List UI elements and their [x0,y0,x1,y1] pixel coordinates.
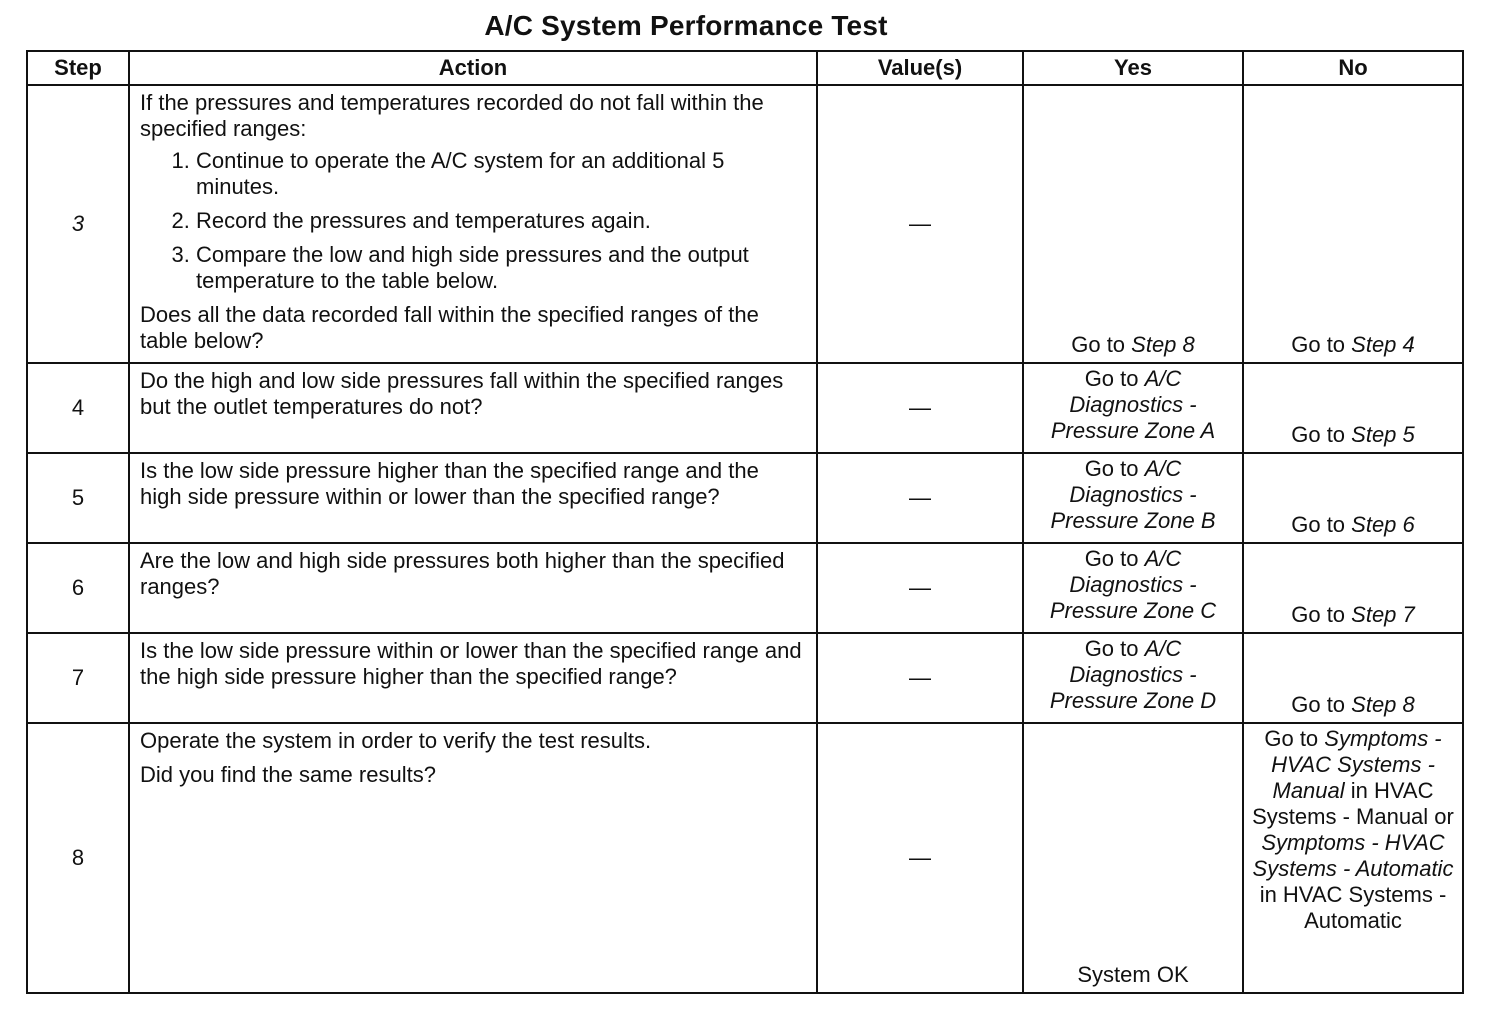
yes-prefix: Go to [1071,332,1132,357]
table-header-row [27,51,1463,85]
value-cell: — [817,543,1023,633]
table-row [27,633,1463,723]
action-cell: Do the high and low side pressures fall within the specified ranges but the outlet temperatures do not? [129,363,817,453]
yes-cell [1023,633,1243,723]
table-row [27,723,1463,993]
yes-cell [1023,453,1243,543]
table-row [27,453,1463,543]
no-link[interactable]: Step 4 [1351,332,1415,357]
yes-prefix: Go to [1084,636,1145,661]
no-prefix: Go to [1291,512,1352,537]
no-link[interactable]: Step 7 [1351,602,1415,627]
table-row [27,363,1463,453]
document-title: A/C System Performance Test [484,10,888,41]
no-link[interactable]: Step 5 [1351,422,1415,447]
no-prefix: Go to [1291,602,1352,627]
no-text-manual: in HVAC Systems - Manual or [1252,778,1454,829]
value-cell: — [817,453,1023,543]
action-intro: If the pressures and temperatures recorded do not fall within the specified ranges: [140,90,764,141]
step-number: 7 [27,633,129,723]
header-values: Value(s) [817,51,1023,85]
step-number: 6 [27,543,129,633]
step-number: 4 [27,363,129,453]
header-action: Action [129,51,817,85]
yes-link[interactable]: A/C Diagnostics - Pressure Zone D [1049,636,1217,713]
substep-item: 1. Continue to operate the A/C system for an additional 5 minutes. [196,148,806,200]
no-cell [1243,453,1463,543]
value-cell: — [817,85,1023,363]
yes-cell: System OK [1023,723,1243,993]
no-cell [1243,363,1463,453]
no-prefix: Go to [1264,726,1325,751]
yes-prefix: Go to [1084,456,1145,481]
no-cell [1243,723,1463,993]
no-cell [1243,543,1463,633]
yes-link[interactable]: A/C Diagnostics - Pressure Zone A [1050,366,1216,443]
no-prefix: Go to [1291,422,1352,447]
action-question: Does all the data recorded fall within the specified ranges of the table below? [140,302,759,353]
header-yes: Yes [1023,51,1243,85]
no-cell [1243,85,1463,363]
yes-link[interactable]: A/C Diagnostics - Pressure Zone C [1049,546,1217,623]
no-link-automatic[interactable]: Symptoms - HVAC Systems - Automatic [1252,830,1454,881]
table-row [27,85,1463,363]
substep-item: 3. Compare the low and high side pressures and the output temperature to the table below. [196,242,806,294]
no-text-automatic: in HVAC Systems - Automatic [1259,882,1447,933]
action-cell: Is the low side pressure higher than the specified range and the high side pressure within or lower than the specified range? [129,453,817,543]
no-prefix: Go to [1291,332,1352,357]
yes-cell [1023,363,1243,453]
yes-link[interactable]: Step 8 [1131,332,1195,357]
yes-prefix: Go to [1084,546,1145,571]
action-cell: Is the low side pressure within or lower than the specified range and the high side pressure higher than the specified range? [129,633,817,723]
action-cell [129,723,817,993]
header-no: No [1243,51,1463,85]
yes-prefix: Go to [1084,366,1145,391]
action-cell: Are the low and high side pressures both higher than the specified ranges? [129,543,817,633]
value-cell: — [817,363,1023,453]
step-number: 5 [27,453,129,543]
value-cell: — [817,633,1023,723]
performance-test-table [26,50,1464,994]
action-line: Operate the system in order to verify the test results. [140,728,652,753]
value-cell: — [817,723,1023,993]
action-question: Did you find the same results? [140,762,436,787]
no-link-manual[interactable]: Symptoms - HVAC Systems - Manual [1271,726,1442,803]
yes-cell [1023,85,1243,363]
header-step: Step [27,51,129,85]
no-cell [1243,633,1463,723]
yes-cell [1023,543,1243,633]
step-number: 8 [27,723,129,993]
no-link[interactable]: Step 8 [1351,692,1415,717]
no-link[interactable]: Step 6 [1351,512,1415,537]
no-prefix: Go to [1291,692,1352,717]
step-number: 3 [27,85,129,363]
substep-list [140,148,806,294]
table-row [27,543,1463,633]
action-cell [129,85,817,363]
substep-item: 2. Record the pressures and temperatures again. [196,208,806,234]
yes-link[interactable]: A/C Diagnostics - Pressure Zone B [1050,456,1216,533]
